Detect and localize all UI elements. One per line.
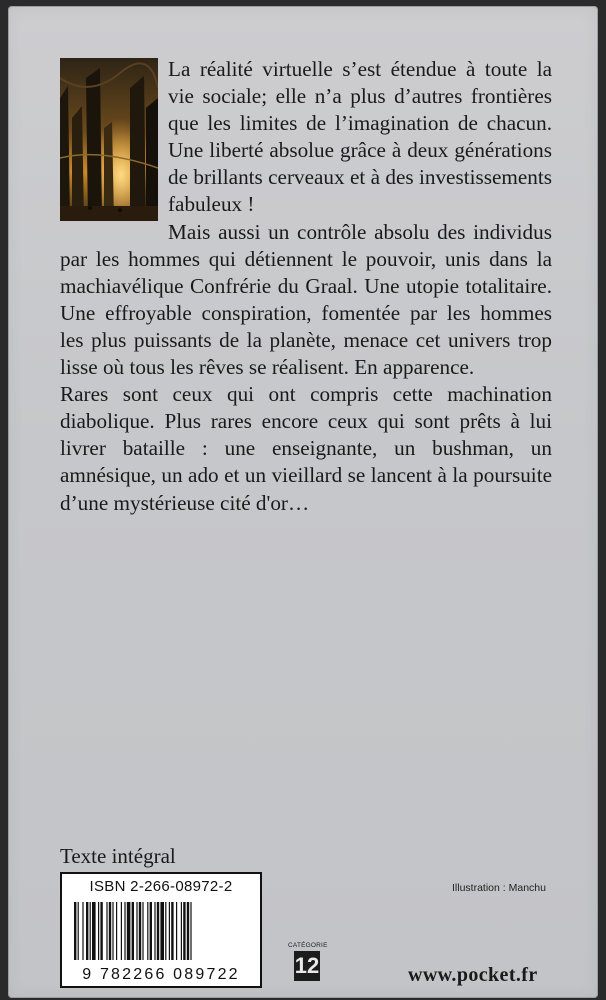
category-badge <box>288 942 326 981</box>
ean-digits: 9 782266 089722 <box>82 966 240 983</box>
category-label: CATÉGORIE <box>288 942 328 949</box>
blurb-text <box>60 56 552 517</box>
blurb-paragraph-3: Rares sont ceux qui ont compris cette machination diabolique. Plus rares encore ceux qui sont prêts à lui livrer bataille : une enseignante, un bushman, un amnésique, un ado et un vieillard se lancent à la poursuite d’une mystérieuse cité d'or… <box>60 382 552 515</box>
category-number: 12 <box>294 951 320 981</box>
barcode-image <box>74 902 254 960</box>
book-back-cover <box>8 6 598 998</box>
illustration-credit: Illustration : Manchu <box>452 882 546 894</box>
blurb-paragraph-2: Mais aussi un contrôle absolu des individus par les hommes qui détiennent le pouvoir, unis dans la machiavélique Confrérie du Graal. Une utopie totalitaire. Une effroyable conspiration, fomentée par les hommes les plus puissants de la planète, menace cet univers trop lisse où tous les rêves se réalisent. En apparence. <box>60 219 552 380</box>
publisher-website[interactable]: www.pocket.fr <box>408 964 538 986</box>
blurb-paragraph-1: La réalité virtuelle s’est étendue à toute la vie sociale; elle n’a plus d’autres frontières que les limites de l’imagination de chacun. Une liberté absolue grâce à deux générations de brillants cerveaux et à des investissements fabuleux ! <box>168 57 552 217</box>
isbn-number: ISBN 2-266-08972-2 <box>89 878 233 895</box>
texte-integral-label: Texte intégral <box>60 844 176 868</box>
isbn-barcode-box <box>60 872 262 988</box>
